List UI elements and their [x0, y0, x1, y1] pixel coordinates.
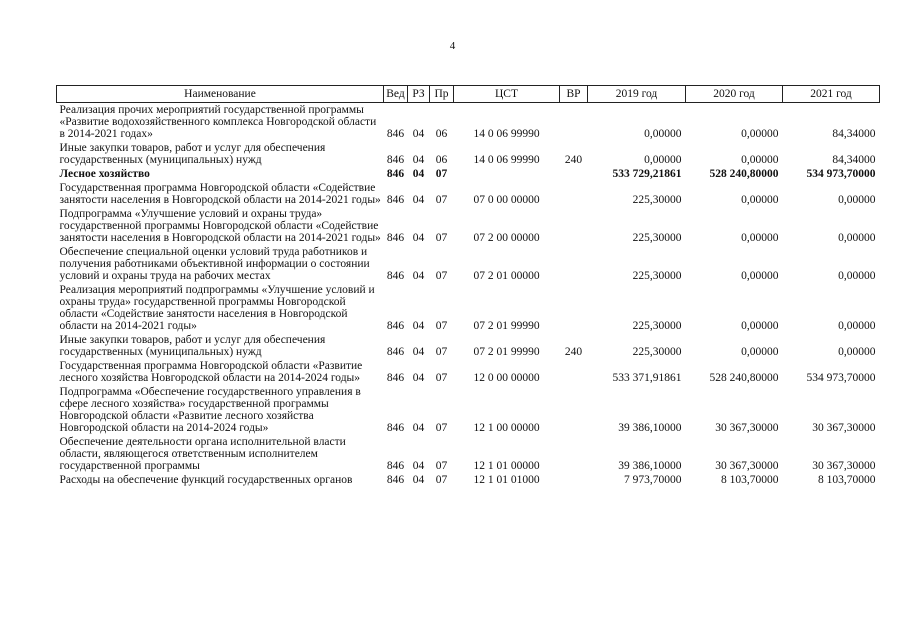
cell-2019: 533 729,21861	[612, 168, 682, 180]
cell-pr: 07	[435, 320, 448, 332]
cell-2019: 533 371,91861	[612, 372, 682, 384]
cell-cst: 07 0 00 00000	[473, 194, 540, 206]
cell-vr	[560, 435, 588, 473]
table-row	[57, 141, 880, 167]
cell-2020: 0,00000	[741, 154, 779, 166]
cell-2020: 528 240,80000	[709, 372, 779, 384]
cell-cst: 07 2 01 00000	[473, 270, 540, 282]
cell-ved: 846	[386, 168, 405, 180]
table-header-row	[57, 86, 880, 103]
cell-rz: 04	[412, 232, 425, 244]
cell-2021: 30 367,30000	[812, 422, 876, 434]
cell-2021: 534 973,70000	[806, 168, 876, 180]
table-row	[57, 473, 880, 487]
cell-name: Расходы на обеспечение функций государственных органов	[59, 474, 353, 486]
cell-cst	[454, 167, 560, 181]
cell-2019: 7 973,70000	[624, 474, 682, 486]
budget-table	[56, 85, 880, 487]
cell-name: Иные закупки товаров, работ и услуг для обеспечения государственных (муниципальных) нужд	[59, 142, 326, 166]
cell-2021: 84,34000	[832, 128, 876, 140]
column-header-2020: 2020 год	[686, 86, 783, 103]
table-row	[57, 435, 880, 473]
cell-pr: 07	[435, 232, 448, 244]
cell-2020: 0,00000	[741, 346, 779, 358]
cell-ved: 846	[386, 460, 405, 472]
cell-name: Реализация прочих мероприятий государственной программы «Развитие водохозяйственного комплекса Новгородской области в 2014-2021 годах»	[59, 104, 377, 140]
cell-2021: 534 973,70000	[806, 372, 876, 384]
cell-ved: 846	[386, 320, 405, 332]
cell-pr: 06	[435, 128, 448, 140]
cell-vr	[560, 245, 588, 283]
cell-cst: 07 2 01 99990	[473, 320, 540, 332]
cell-2019: 225,30000	[632, 320, 682, 332]
cell-pr: 07	[435, 270, 448, 282]
cell-2019: 225,30000	[632, 346, 682, 358]
table-row	[57, 167, 880, 181]
cell-rz: 04	[412, 194, 425, 206]
cell-vr	[560, 103, 588, 142]
cell-2020: 30 367,30000	[715, 422, 779, 434]
cell-2019: 225,30000	[632, 232, 682, 244]
cell-name: Иные закупки товаров, работ и услуг для обеспечения государственных (муниципальных) нужд	[59, 334, 326, 358]
cell-vr	[560, 473, 588, 487]
cell-name: Подпрограмма «Улучшение условий и охраны труда» государственной программы Новгородской области «Содействие занятости населения в Новгородской области на 2014-2021 годы»	[59, 208, 381, 244]
cell-rz: 04	[412, 154, 425, 166]
cell-ved: 846	[386, 474, 405, 486]
table-row	[57, 207, 880, 245]
cell-pr: 06	[435, 154, 448, 166]
cell-name: Государственная программа Новгородской области «Содействие занятости населения в Новгородской области на 2014-2021 годы»	[59, 182, 381, 206]
cell-ved: 846	[386, 422, 405, 434]
cell-2019: 0,00000	[644, 154, 682, 166]
cell-vr	[560, 167, 588, 181]
cell-name: Обеспечение специальной оценки условий труда работников и получения работниками объективной информации о состоянии условий и охраны труда на рабочих местах	[59, 246, 370, 282]
cell-2020: 30 367,30000	[715, 460, 779, 472]
cell-vr	[560, 385, 588, 435]
cell-vr	[560, 283, 588, 333]
table-row	[57, 181, 880, 207]
cell-pr: 07	[435, 460, 448, 472]
table-row	[57, 103, 880, 142]
cell-cst: 07 2 00 00000	[473, 232, 540, 244]
cell-vr	[560, 359, 588, 385]
cell-2020: 0,00000	[741, 194, 779, 206]
cell-name: Подпрограмма «Обеспечение государственного управления в сфере лесного хозяйства» государственной программы Новгородской области «Развитие лесного хозяйства Новгородской области на 2014-2024 годы»	[59, 386, 361, 434]
cell-rz: 04	[412, 168, 425, 180]
cell-ved: 846	[386, 154, 405, 166]
cell-vr	[560, 207, 588, 245]
cell-ved: 846	[386, 270, 405, 282]
column-header-rz: РЗ	[408, 86, 430, 103]
cell-ved: 846	[386, 194, 405, 206]
cell-vr: 240	[564, 346, 583, 358]
cell-2021: 0,00000	[838, 346, 876, 358]
column-header-vr: ВР	[560, 86, 588, 103]
cell-pr: 07	[435, 168, 448, 180]
cell-2021: 0,00000	[838, 194, 876, 206]
cell-rz: 04	[412, 372, 425, 384]
cell-2021: 0,00000	[838, 320, 876, 332]
table-row	[57, 359, 880, 385]
cell-2019: 225,30000	[632, 270, 682, 282]
cell-vr	[560, 181, 588, 207]
column-header-cst: ЦСТ	[454, 86, 560, 103]
cell-2021: 8 103,70000	[818, 474, 876, 486]
cell-name: Лесное хозяйство	[59, 168, 150, 180]
column-header-pr: Пр	[430, 86, 454, 103]
cell-rz: 04	[412, 346, 425, 358]
cell-2019: 39 386,10000	[618, 422, 682, 434]
cell-2020: 0,00000	[741, 320, 779, 332]
cell-2021: 30 367,30000	[812, 460, 876, 472]
cell-2020: 8 103,70000	[721, 474, 779, 486]
cell-rz: 04	[412, 320, 425, 332]
cell-2019: 225,30000	[632, 194, 682, 206]
cell-name: Реализация мероприятий подпрограммы «Улучшение условий и охраны труда» государственной программы Новгородской области «Содействие занятости населения в Новгородской области на 2014-2021 годы»	[59, 284, 375, 332]
cell-pr: 07	[435, 372, 448, 384]
table-row	[57, 283, 880, 333]
table-row	[57, 385, 880, 435]
cell-pr: 07	[435, 194, 448, 206]
cell-cst: 12 0 00 00000	[473, 372, 540, 384]
column-header-2019: 2019 год	[588, 86, 686, 103]
cell-cst: 12 1 01 01000	[473, 474, 540, 486]
cell-rz: 04	[412, 474, 425, 486]
cell-name: Государственная программа Новгородской области «Развитие лесного хозяйства Новгородской области на 2014-2024 годы»	[59, 360, 363, 384]
cell-2020: 0,00000	[741, 128, 779, 140]
cell-vr: 240	[564, 154, 583, 166]
cell-2020: 528 240,80000	[709, 168, 779, 180]
cell-cst: 14 0 06 99990	[473, 128, 540, 140]
cell-ved: 846	[386, 128, 405, 140]
cell-cst: 12 1 01 00000	[473, 460, 540, 472]
cell-2021: 84,34000	[832, 154, 876, 166]
cell-2019: 0,00000	[644, 128, 682, 140]
column-header-ved: Вед	[384, 86, 408, 103]
table-row	[57, 245, 880, 283]
cell-rz: 04	[412, 460, 425, 472]
cell-cst: 07 2 01 99990	[473, 346, 540, 358]
cell-ved: 846	[386, 346, 405, 358]
cell-ved: 846	[386, 232, 405, 244]
table-body	[57, 103, 880, 488]
cell-2019: 39 386,10000	[618, 460, 682, 472]
cell-2020: 0,00000	[741, 232, 779, 244]
column-header-name: Наименование	[57, 86, 384, 103]
cell-pr: 07	[435, 346, 448, 358]
column-header-2021: 2021 год	[783, 86, 880, 103]
cell-2020: 0,00000	[741, 270, 779, 282]
cell-2021: 0,00000	[838, 232, 876, 244]
cell-rz: 04	[412, 270, 425, 282]
table-row	[57, 333, 880, 359]
page-number: 4	[449, 40, 456, 52]
cell-name: Обеспечение деятельности органа исполнительной власти области, являющегося ответственным исполнителем государственной программы	[59, 436, 346, 472]
cell-pr: 07	[435, 422, 448, 434]
cell-pr: 07	[435, 474, 448, 486]
cell-cst: 14 0 06 99990	[473, 154, 540, 166]
cell-rz: 04	[412, 128, 425, 140]
cell-cst: 12 1 00 00000	[473, 422, 540, 434]
cell-2021: 0,00000	[838, 270, 876, 282]
cell-ved: 846	[386, 372, 405, 384]
cell-rz: 04	[412, 422, 425, 434]
